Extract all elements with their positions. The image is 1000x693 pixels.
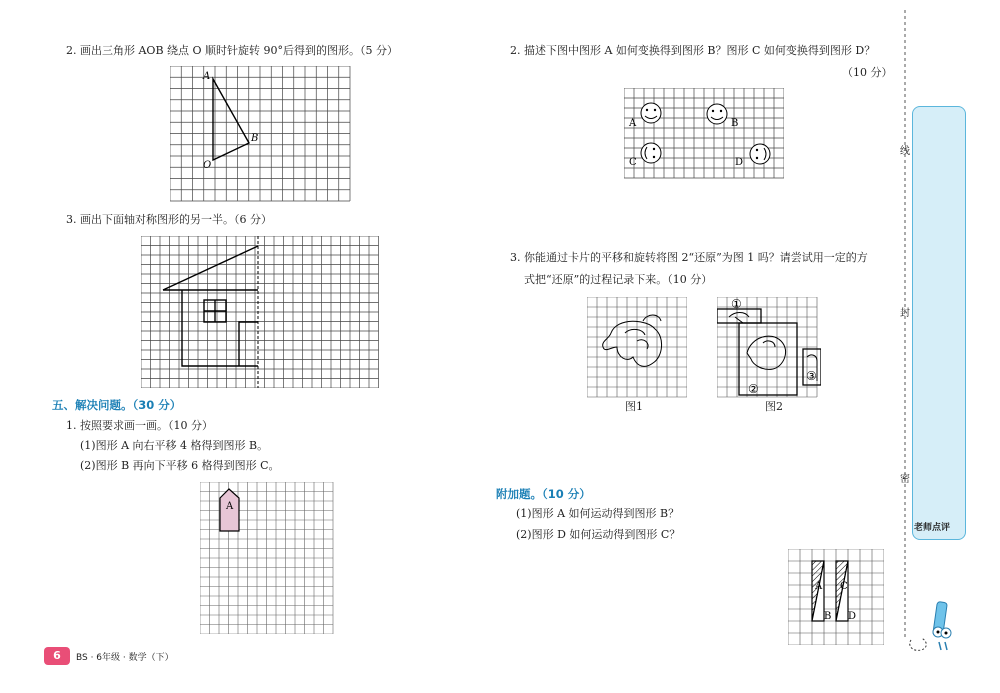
tri-label-d: D <box>848 611 857 622</box>
label-b: B <box>251 133 259 144</box>
face-a <box>641 103 661 123</box>
question-2-right: 2. 描述下图中图形 A 如何变换得到图形 B？图形 C 如何变换得到图形 D？ <box>510 44 876 57</box>
face-b <box>707 104 727 124</box>
pencil-mascot-icon <box>905 596 965 656</box>
card-label-1: ① <box>731 297 742 311</box>
teacher-comment-label: 老师点评 <box>914 523 951 533</box>
face-label-a: A <box>629 118 637 129</box>
page-number: 6 <box>44 647 70 665</box>
face-c <box>641 143 661 163</box>
card-label-3: ③ <box>806 369 817 383</box>
figure-2-caption: 图2 <box>765 400 783 413</box>
s5-question-1: 1. 按照要求画一画。（10 分） <box>66 419 213 432</box>
card-label-2: ② <box>748 382 759 396</box>
faces-grid <box>624 88 784 180</box>
binding-line <box>898 0 912 693</box>
translation-grid <box>200 482 336 634</box>
s5-question-1-part2: (2)图形 B 再向下平移 6 格得到图形 C。 <box>80 459 280 472</box>
triangle-aob <box>213 79 249 160</box>
label-a: A <box>203 71 211 82</box>
extra-question-2: (2)图形 D 如何运动得到图形 C？ <box>516 528 681 541</box>
question-3-right-line1: 3. 你能通过卡片的平移和旋转将图 2“还原”为图 1 吗？请尝试用一定的方 <box>510 251 868 264</box>
extra-question-1: (1)图形 A 如何运动得到图形 B？ <box>516 507 680 520</box>
pentagon-label: A <box>226 501 234 512</box>
question-2-right-score: （10 分） <box>842 66 893 79</box>
triangles-grid <box>788 549 884 645</box>
section-5-heading: 五、解决问题。（30 分） <box>52 398 182 412</box>
binding-char-3: 密 <box>900 474 910 485</box>
airplane-drawing <box>603 315 662 366</box>
question-2-left: 2. 画出三角形 AOB 绕点 O 顺时针旋转 90°后得到的图形。（5 分） <box>66 44 399 57</box>
tri-label-b: B <box>824 611 832 622</box>
label-o: O <box>203 160 212 171</box>
footer-text: BS · 6年级 · 数学（下） <box>76 653 174 663</box>
face-label-b: B <box>731 118 739 129</box>
card-1 <box>717 309 761 323</box>
binding-char-1: 线 <box>900 146 910 157</box>
binding-char-2: 封 <box>900 308 910 319</box>
tri-label-c: C <box>840 581 848 592</box>
tri-label-a: A <box>815 581 823 592</box>
figure-1-caption: 图1 <box>625 400 643 413</box>
face-label-c: C <box>629 157 637 168</box>
symmetry-grid <box>141 236 381 388</box>
teacher-comment-box <box>912 106 966 540</box>
face-label-d: D <box>735 157 744 168</box>
question-3-left: 3. 画出下面轴对称图形的另一半。（6 分） <box>66 213 272 226</box>
s5-question-1-part1: (1)图形 A 向右平移 4 格得到图形 B。 <box>80 439 269 452</box>
extra-heading: 附加题。（10 分） <box>496 487 591 501</box>
figure-2-grid <box>717 297 821 399</box>
question-3-right-line2: 式把“还原”的过程记录下来。（10 分） <box>524 273 713 286</box>
figure-1-grid <box>587 297 687 399</box>
rotation-grid <box>170 66 352 202</box>
face-d <box>750 144 770 164</box>
